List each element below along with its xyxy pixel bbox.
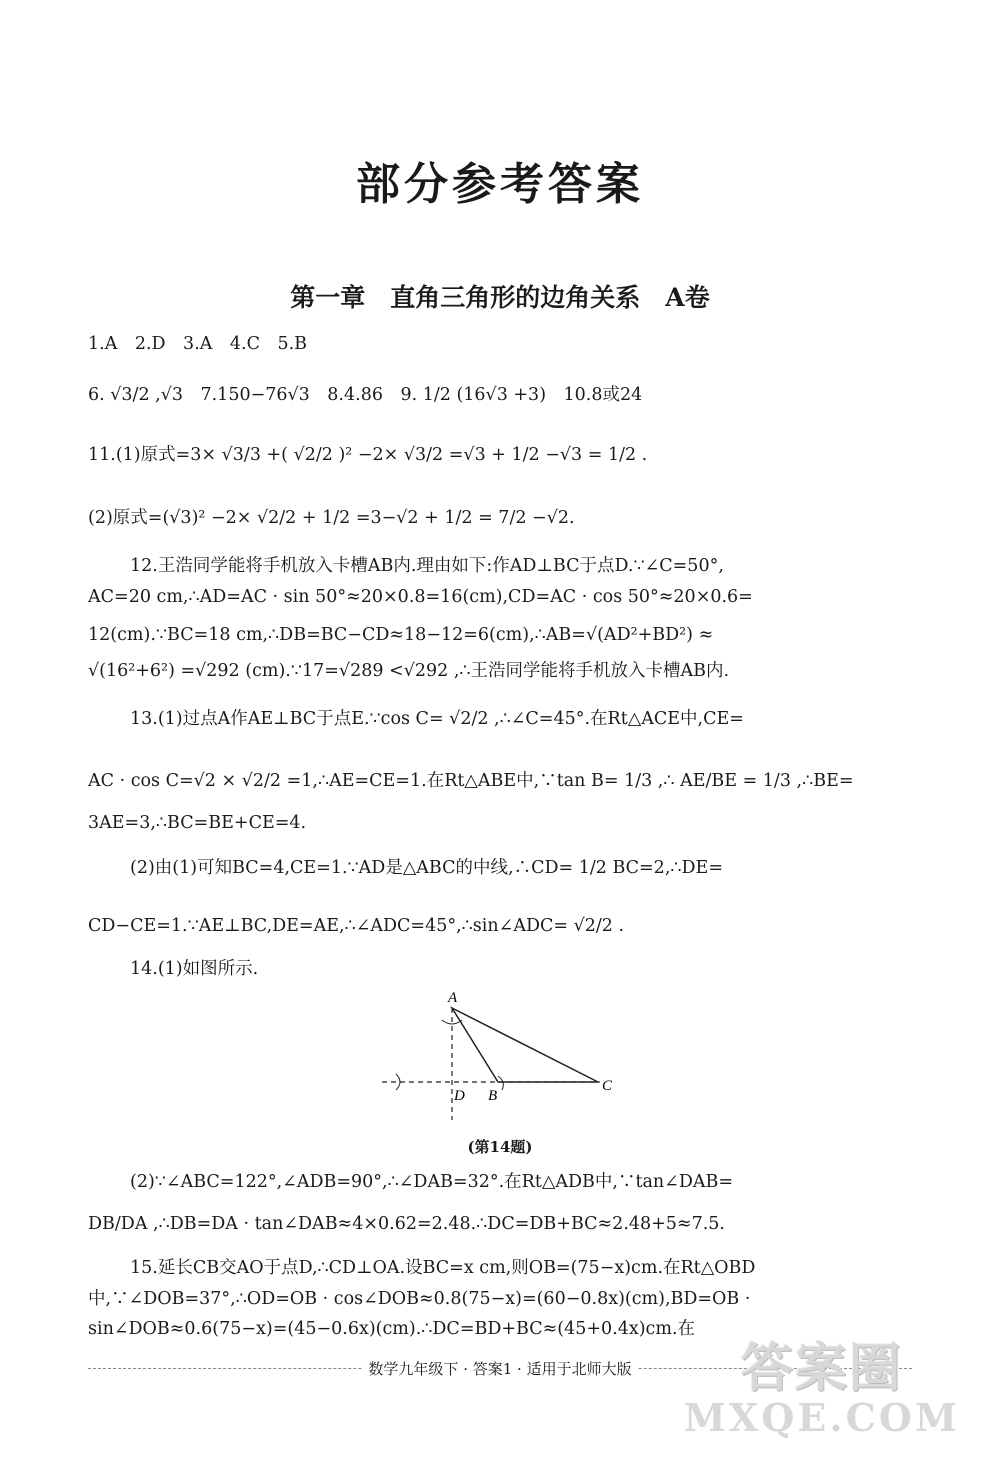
figure-caption: (第14题) — [467, 1138, 533, 1156]
page-title: 部分参考答案 — [356, 159, 644, 210]
watermark-url: MXQE.COM — [683, 1395, 960, 1440]
answer-line-12b: AC=20 cm,∴AD=AC · sin 50°≈20×0.8=16(cm),CD=AC · cos 50°≈20×0.6= — [88, 587, 753, 607]
answer-line-13-1c: 3AE=3,∴BC=BE+CE=4. — [88, 813, 307, 833]
answer-line-15c: sin∠DOB≈0.6(75−x)=(45−0.6x)(cm).∴DC=BD+BC≈(45+0.4x)cm.在 — [88, 1319, 696, 1339]
answer-line-13-1a: 13.(1)过点A作AE⊥BC于点E.∵cos C= √2/2 ,∴∠C=45°.在Rt△ACE中,CE= — [130, 709, 744, 729]
answer-line-fill: 6. √3/2 ,√3 7.150−76√3 8.4.86 9. 1/2 (16√3 +3) 10.8或24 — [88, 385, 643, 405]
triangle-figure — [370, 988, 630, 1128]
answer-line-12a: 12.王浩同学能将手机放入卡槽AB内.理由如下:作AD⊥BC于点D.∵∠C=50°, — [130, 556, 724, 576]
footer-text: 数学九年级下 · 答案1 · 适用于北师大版 — [362, 1360, 637, 1378]
answer-line-14-2b: DB/DA ,∴DB=DA · tan∠DAB≈4×0.62=2.48.∴DC=DB+BC≈2.48+5≈7.5. — [88, 1214, 725, 1234]
arc-mark-right — [498, 1076, 503, 1090]
chapter-heading: 第一章 直角三角形的边角关系 A卷 — [290, 283, 710, 312]
arc-mark-left — [396, 1074, 400, 1090]
watermark-logo: 答案圈 — [740, 1338, 903, 1399]
answer-line-11-1: 11.(1)原式=3× √3/3 +( √2/2 )² −2× √3/2 =√3 + 1/2 −√3 = 1/2 . — [88, 445, 648, 465]
answer-line-13-2a: (2)由(1)可知BC=4,CE=1.∵AD是△ABC的中线,∴CD= 1/2 BC=2,∴DE= — [130, 858, 723, 878]
answer-line-choice: 1.A 2.D 3.A 4.C 5.B — [88, 334, 308, 354]
label-b: B — [488, 1088, 498, 1104]
answer-line-14-1: 14.(1)如图所示. — [130, 959, 259, 979]
triangle-abc — [452, 1008, 598, 1082]
answer-line-11-2: (2)原式=(√3)² −2× √2/2 + 1/2 =3−√2 + 1/2 = 7/2 −√2. — [88, 508, 575, 528]
answer-line-13-1b: AC · cos C=√2 × √2/2 =1,∴AE=CE=1.在Rt△ABE中,∵tan B= 1/3 ,∴ AE/BE = 1/3 ,∴BE= — [88, 771, 854, 791]
answer-line-14-2a: (2)∵∠ABC=122°,∠ADB=90°,∴∠DAB=32°.在Rt△ADB中,∵tan∠DAB= — [130, 1172, 734, 1192]
answer-line-12c: 12(cm).∵BC=18 cm,∴DB=BC−CD≈18−12=6(cm),∴AB=√(AD²+BD²) ≈ — [88, 625, 714, 645]
answer-line-15b: 中,∵∠DOB=37°,∴OD=OB · cos∠DOB≈0.8(75−x)=(60−0.8x)(cm),BD=OB · — [88, 1289, 751, 1309]
answer-line-15a: 15.延长CB交AO于点D,∴CD⊥OA.设BC=x cm,则OB=(75−x)cm.在Rt△OBD — [130, 1258, 756, 1278]
label-a: A — [448, 990, 458, 1006]
answer-line-12d: √(16²+6²) =√292 (cm).∵17=√289 <√292 ,∴王浩同学能将手机放入卡槽AB内. — [88, 661, 730, 681]
label-c: C — [602, 1078, 613, 1094]
answer-line-13-2b: CD−CE=1.∵AE⊥BC,DE=AE,∴∠ADC=45°,∴sin∠ADC= √2/2 . — [88, 916, 625, 936]
site-watermark — [684, 1326, 960, 1440]
label-d: D — [454, 1088, 465, 1104]
